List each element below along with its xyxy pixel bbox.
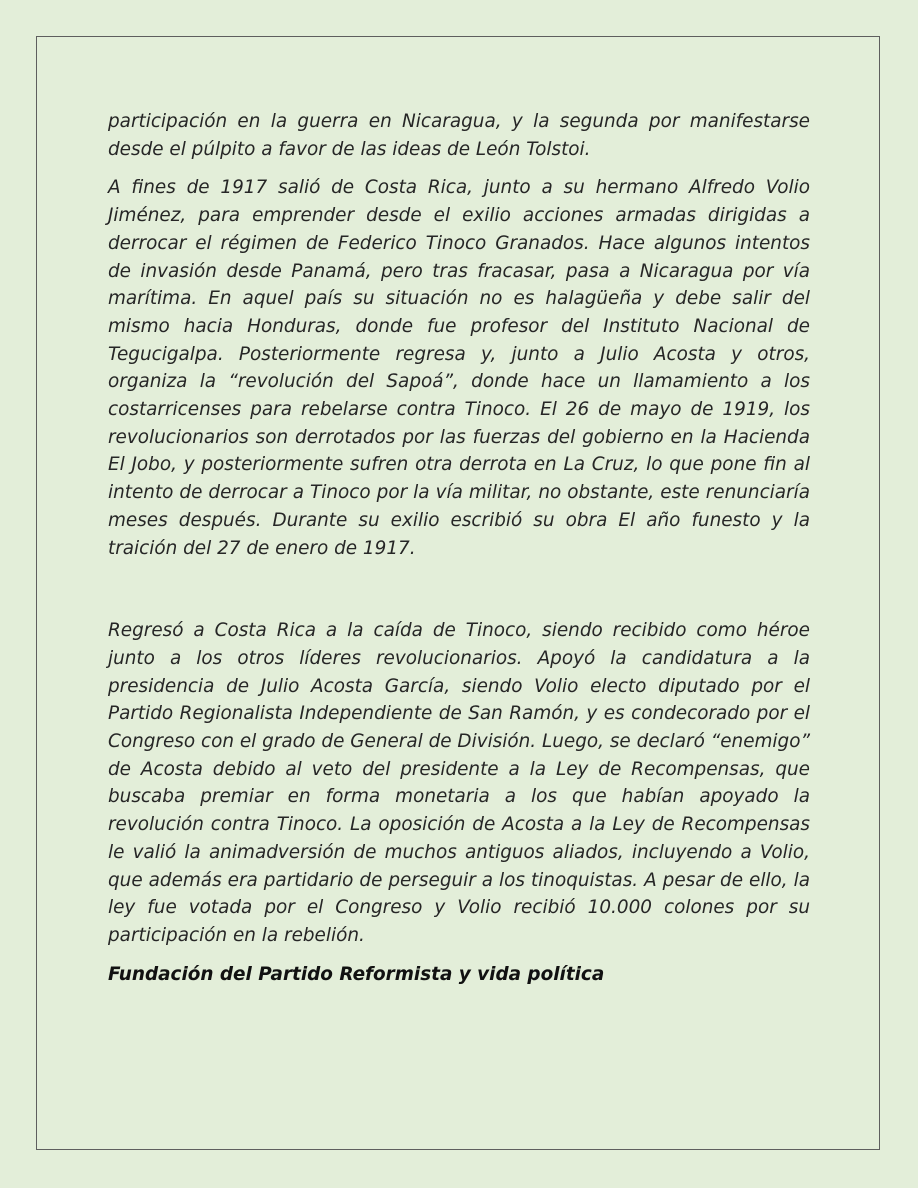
section-heading: Fundación del Partido Reformista y vida política xyxy=(108,963,605,985)
document-body xyxy=(108,108,810,988)
paragraph-3: Regresó a Costa Rica a la caída de Tinoco, siendo recibido como héroe junto a los otros líderes revolucionarios. Apoyó la candidatura a la presidencia de Julio Acosta García, siendo Volio electo diputado por el Partido Regionalista Independiente de San Ramón, y es condecorado por el Congreso con el grado de General de División. Luego, se declaró “enemigo” de Acosta debido al veto del presidente a la Ley de Recompensas, que buscaba premiar en forma monetaria a los que habían apoyado la revolución contra Tinoco. La oposición de Acosta a la Ley de Recompensas le valió la animadversión de muchos antiguos aliados, incluyendo a Volio, que además era partidario de perseguir a los tinoquistas. A pesar de ello, la ley fue votada por el Congreso y Volio recibió 10.000 colones por su participación en la rebelión. xyxy=(108,620,810,946)
paragraph-2: A fines de 1917 salió de Costa Rica, junto a su hermano Alfredo Volio Jiménez, para emprender desde el exilio acciones armadas dirigidas a derrocar el régimen de Federico Tinoco Granados. Hace algunos intentos de invasión desde Panamá, pero tras fracasar, pasa a Nicaragua por vía marítima. En aquel país su situación no es halagüeña y debe salir del mismo hacia Honduras, donde fue profesor del Instituto Nacional de Tegucigalpa. Posteriormente regresa y, junto a Julio Acosta y otros, organiza la “revolución del Sapoá”, donde hace un llamamiento a los costarricenses para rebelarse contra Tinoco. El 26 de mayo de 1919, los revolucionarios son derrotados por las fuerzas del gobierno en la Hacienda El Jobo, y posteriormente sufren otra derrota en La Cruz, lo que pone fin al intento de derrocar a Tinoco por la vía militar, no obstante, este renunciaría meses después. Durante su exilio escribió su obra El año funesto y la traición del 27 de enero de 1917. xyxy=(108,177,810,559)
paragraph-1: participación en la guerra en Nicaragua, y la segunda por manifestarse desde el púlpito a favor de las ideas de León Tolstoi. xyxy=(108,111,810,160)
